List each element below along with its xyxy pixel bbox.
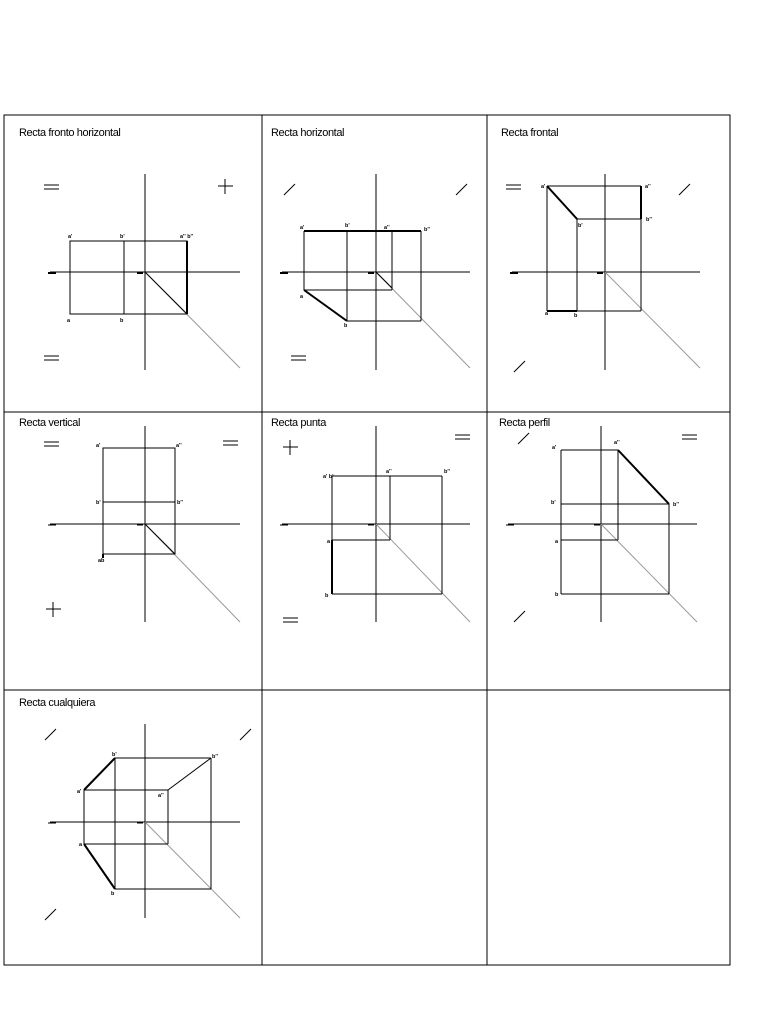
- label-a1: a': [541, 184, 546, 190]
- label-b2: b'': [646, 217, 652, 223]
- label-a: a: [327, 539, 331, 545]
- cell-title: Recta cualquiera: [19, 697, 96, 709]
- cell-punta: [271, 417, 470, 622]
- label-a2: a'': [386, 469, 392, 475]
- label-b2: b'': [673, 502, 679, 508]
- label-a1: a': [77, 789, 82, 795]
- label-b: b: [574, 313, 578, 319]
- label-ab: ab: [98, 558, 105, 564]
- label-a1: a': [68, 234, 73, 240]
- label-b: b: [111, 891, 115, 897]
- label-a2: a'': [176, 443, 182, 449]
- label-a1: a': [300, 225, 305, 231]
- cell-title: Recta vertical: [19, 417, 81, 429]
- label-b2: b'': [444, 469, 450, 475]
- cell-perfil: [499, 417, 697, 622]
- label-a2: a'': [645, 184, 651, 190]
- cell-title: Recta frontal: [501, 127, 559, 139]
- label-a2: a'': [384, 225, 390, 231]
- label-a: a: [300, 294, 304, 300]
- cell-vertical: [19, 417, 240, 622]
- label-b1: b': [96, 500, 101, 506]
- label-b2: b'': [177, 500, 183, 506]
- label-a1: a': [96, 443, 101, 449]
- cell-horizontal: [271, 127, 470, 370]
- cell-cualquiera: [19, 697, 251, 920]
- label-b1: b': [551, 500, 556, 506]
- label-a2: a'': [614, 440, 620, 446]
- label-b: b: [344, 323, 348, 329]
- label-b: b: [555, 592, 559, 598]
- section-marks: [506, 184, 690, 372]
- label-b: b: [325, 593, 329, 599]
- label-a: a: [555, 539, 559, 545]
- cell-fronto-horizontal: [19, 127, 240, 370]
- label-b2: b'': [424, 227, 430, 233]
- label-b1: b': [345, 223, 350, 229]
- label-a: a: [545, 311, 549, 317]
- label-ab1: a' b': [323, 474, 334, 480]
- label-a: a: [67, 318, 71, 324]
- cell-frontal: [501, 127, 700, 372]
- cell-title: Recta perfil: [499, 417, 550, 429]
- label-a: a: [79, 842, 83, 848]
- label-a2: a'': [158, 793, 164, 799]
- cell-title: Recta fronto horizontal: [19, 127, 121, 139]
- label-b1: b': [112, 752, 117, 758]
- label-b1: b': [120, 234, 125, 240]
- label-a1: a': [552, 445, 557, 451]
- label-b1: b': [578, 223, 583, 229]
- cell-title: Recta horizontal: [271, 127, 345, 139]
- cell-title: Recta punta: [271, 417, 326, 429]
- label-a2: a'' b'': [180, 234, 194, 240]
- label-b2: b'': [212, 754, 218, 760]
- label-b: b: [120, 318, 124, 324]
